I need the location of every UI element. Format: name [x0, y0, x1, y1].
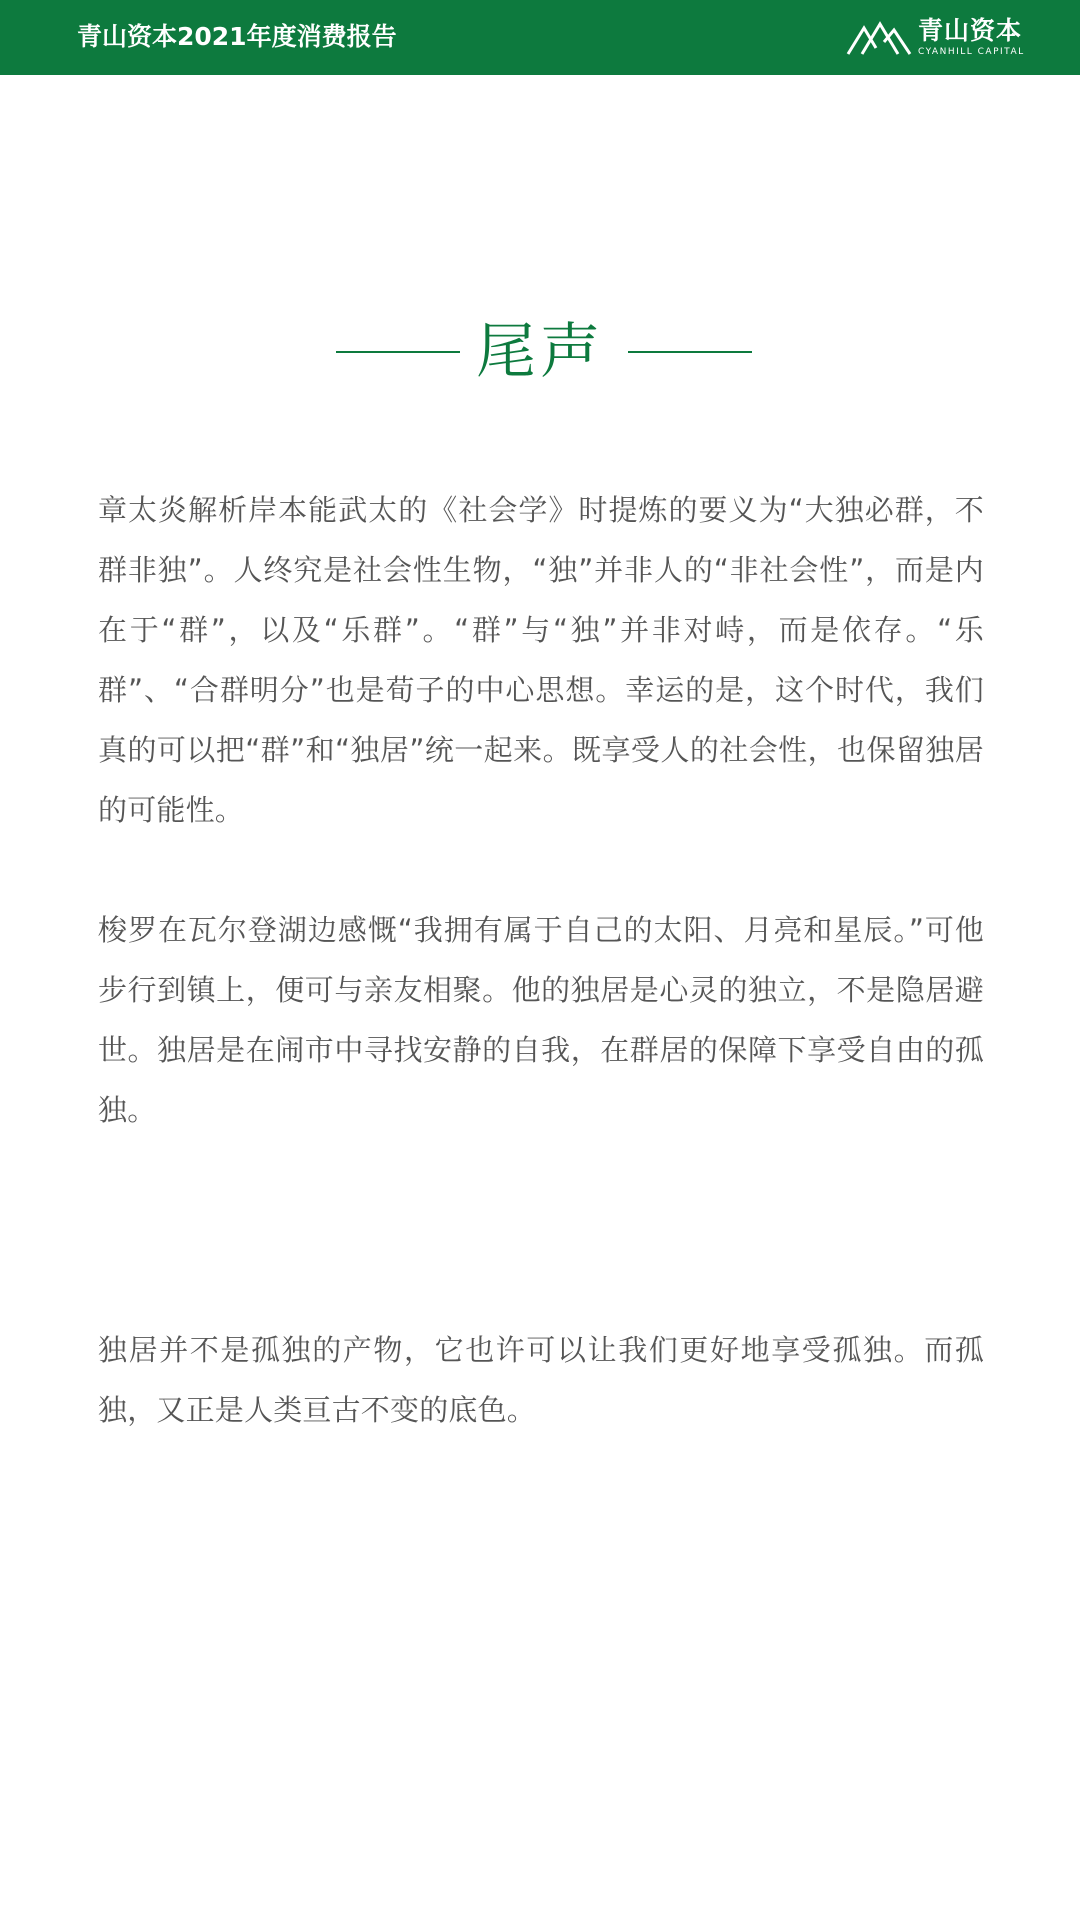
paragraph-1: 章太炎解析岸本能武太的《社会学》时提炼的要义为“大独必群，不群非独”。人终究是社会性生物，“独”并非人的“非社会性”，而是内在于“群”，以及“乐群”。“群”与“独”并非对峙，而是依存。“乐群”、“合群明分”也是荀子的中心思想。幸运的是，这个时代，我们真的可以把“群”和“独居”统一起来。既享受人的社会性，也保留独居的可能性。 [98, 493, 984, 827]
heading-right-rule [628, 351, 752, 353]
mountain-logo-icon [846, 20, 912, 56]
company-logo [846, 14, 1026, 62]
paragraph-2: 梭罗在瓦尔登湖边感慨“我拥有属于自己的太阳、月亮和星辰。”可他步行到镇上，便可与亲友相聚。他的独居是心灵的独立，不是隐居避世。独居是在闹市中寻找安静的自我，在群居的保障下享受自由的孤独。 [98, 913, 984, 1127]
report-header [0, 0, 1080, 75]
heading-left-rule [336, 351, 460, 353]
logo-company-english-name: CYANHILL CAPITAL [918, 47, 1025, 57]
section-title: 尾声 [476, 317, 604, 387]
report-title: 青山资本2021年度消费报告 [77, 22, 397, 51]
logo-company-name: 青山资本 [918, 16, 1023, 45]
paragraph-3: 独居并不是孤独的产物，它也许可以让我们更好地享受孤独。而孤独，又正是人类亘古不变的底色。 [98, 1333, 984, 1427]
section-heading [0, 315, 1080, 395]
